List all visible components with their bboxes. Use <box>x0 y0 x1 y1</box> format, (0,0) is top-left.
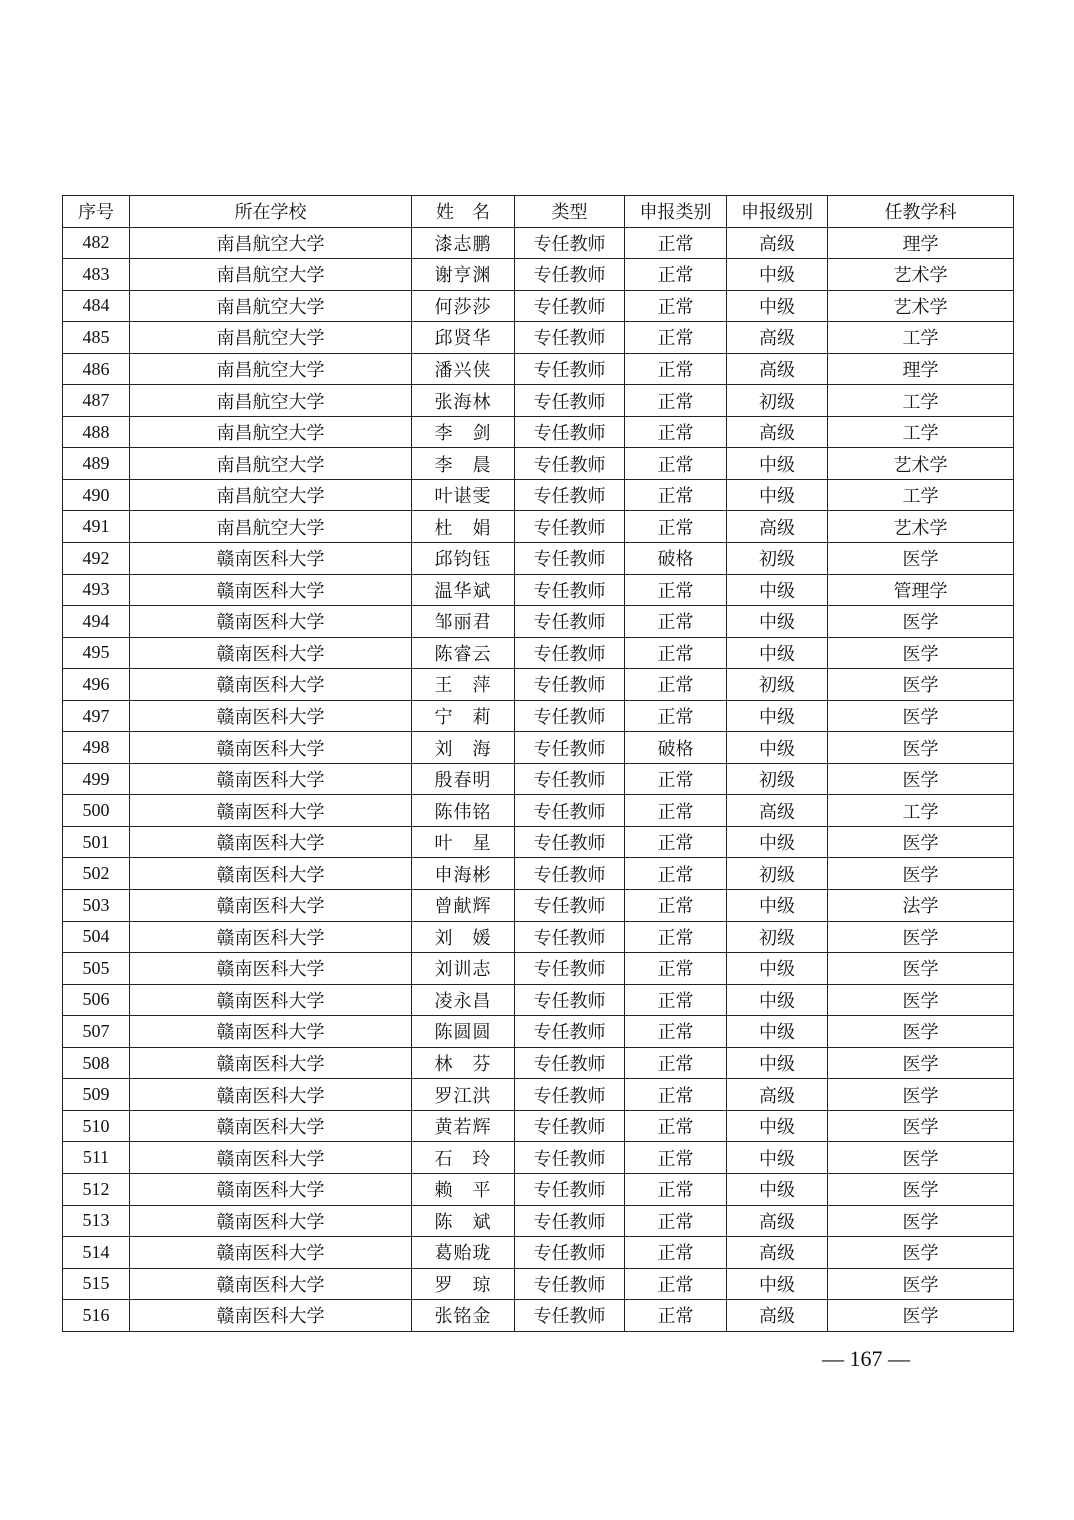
school-cell: 南昌航空大学 <box>130 227 412 259</box>
school-cell: 赣南医科大学 <box>130 1016 412 1048</box>
serial-cell: 510 <box>63 1110 130 1142</box>
type-cell: 专任教师 <box>515 1173 625 1205</box>
level-cell: 初级 <box>727 921 828 953</box>
name-cell: 叶谌雯 <box>412 479 515 511</box>
table-row <box>63 1016 1014 1048</box>
school-cell: 赣南医科大学 <box>130 1237 412 1269</box>
level-cell: 初级 <box>727 858 828 890</box>
subject-cell: 医学 <box>828 1110 1014 1142</box>
category-cell: 正常 <box>625 322 727 354</box>
name-cell: 杜 娟 <box>412 511 515 543</box>
serial-cell: 506 <box>63 984 130 1016</box>
type-cell: 专任教师 <box>515 1079 625 1111</box>
subject-cell: 医学 <box>828 1205 1014 1237</box>
table-row <box>63 763 1014 795</box>
name-cell: 张铭金 <box>412 1300 515 1332</box>
serial-cell: 492 <box>63 543 130 575</box>
category-cell: 正常 <box>625 1268 727 1300</box>
subject-cell: 医学 <box>828 1079 1014 1111</box>
type-cell: 专任教师 <box>515 795 625 827</box>
table-row <box>63 669 1014 701</box>
category-cell: 正常 <box>625 921 727 953</box>
type-cell: 专任教师 <box>515 890 625 922</box>
type-cell: 专任教师 <box>515 1300 625 1332</box>
name-cell: 陈睿云 <box>412 637 515 669</box>
name-cell: 林 芬 <box>412 1047 515 1079</box>
category-cell: 正常 <box>625 1173 727 1205</box>
serial-cell: 483 <box>63 259 130 291</box>
table-row <box>63 1110 1014 1142</box>
subject-cell: 医学 <box>828 669 1014 701</box>
level-cell: 中级 <box>727 1047 828 1079</box>
school-cell: 赣南医科大学 <box>130 763 412 795</box>
category-cell: 正常 <box>625 1205 727 1237</box>
category-cell: 正常 <box>625 1079 727 1111</box>
type-cell: 专任教师 <box>515 1268 625 1300</box>
table-row <box>63 574 1014 606</box>
type-cell: 专任教师 <box>515 669 625 701</box>
header-teaching-subject: 任教学科 <box>828 196 1014 228</box>
level-cell: 中级 <box>727 606 828 638</box>
name-cell: 罗 琼 <box>412 1268 515 1300</box>
serial-cell: 508 <box>63 1047 130 1079</box>
level-cell: 中级 <box>727 1110 828 1142</box>
level-cell: 高级 <box>727 795 828 827</box>
category-cell: 正常 <box>625 448 727 480</box>
serial-cell: 511 <box>63 1142 130 1174</box>
level-cell: 中级 <box>727 1142 828 1174</box>
subject-cell: 医学 <box>828 543 1014 575</box>
type-cell: 专任教师 <box>515 921 625 953</box>
table-row <box>63 448 1014 480</box>
table-row <box>63 890 1014 922</box>
category-cell: 正常 <box>625 795 727 827</box>
level-cell: 中级 <box>727 290 828 322</box>
type-cell: 专任教师 <box>515 543 625 575</box>
subject-cell: 医学 <box>828 984 1014 1016</box>
subject-cell: 医学 <box>828 1237 1014 1269</box>
subject-cell: 医学 <box>828 763 1014 795</box>
name-cell: 刘 海 <box>412 732 515 764</box>
school-cell: 赣南医科大学 <box>130 826 412 858</box>
serial-cell: 494 <box>63 606 130 638</box>
serial-cell: 512 <box>63 1173 130 1205</box>
category-cell: 正常 <box>625 1047 727 1079</box>
table-body <box>63 227 1014 1331</box>
table-row <box>63 858 1014 890</box>
serial-cell: 498 <box>63 732 130 764</box>
name-cell: 陈伟铭 <box>412 795 515 827</box>
level-cell: 中级 <box>727 826 828 858</box>
serial-cell: 516 <box>63 1300 130 1332</box>
serial-cell: 502 <box>63 858 130 890</box>
type-cell: 专任教师 <box>515 353 625 385</box>
subject-cell: 工学 <box>828 416 1014 448</box>
name-cell: 申海彬 <box>412 858 515 890</box>
level-cell: 高级 <box>727 416 828 448</box>
category-cell: 破格 <box>625 732 727 764</box>
serial-cell: 504 <box>63 921 130 953</box>
table-row <box>63 984 1014 1016</box>
header-school: 所在学校 <box>130 196 412 228</box>
subject-cell: 艺术学 <box>828 511 1014 543</box>
level-cell: 初级 <box>727 543 828 575</box>
name-cell: 张海林 <box>412 385 515 417</box>
subject-cell: 医学 <box>828 1173 1014 1205</box>
table-row <box>63 1268 1014 1300</box>
serial-cell: 482 <box>63 227 130 259</box>
type-cell: 专任教师 <box>515 1237 625 1269</box>
category-cell: 正常 <box>625 984 727 1016</box>
school-cell: 赣南医科大学 <box>130 574 412 606</box>
serial-cell: 505 <box>63 953 130 985</box>
name-cell: 邹丽君 <box>412 606 515 638</box>
type-cell: 专任教师 <box>515 322 625 354</box>
name-cell: 刘训志 <box>412 953 515 985</box>
school-cell: 赣南医科大学 <box>130 795 412 827</box>
category-cell: 正常 <box>625 259 727 291</box>
name-cell: 谢亨渊 <box>412 259 515 291</box>
subject-cell: 理学 <box>828 227 1014 259</box>
subject-cell: 医学 <box>828 1016 1014 1048</box>
level-cell: 高级 <box>727 511 828 543</box>
school-cell: 赣南医科大学 <box>130 1268 412 1300</box>
category-cell: 正常 <box>625 763 727 795</box>
type-cell: 专任教师 <box>515 290 625 322</box>
serial-cell: 485 <box>63 322 130 354</box>
school-cell: 赣南医科大学 <box>130 1079 412 1111</box>
category-cell: 破格 <box>625 543 727 575</box>
level-cell: 中级 <box>727 732 828 764</box>
table-row <box>63 290 1014 322</box>
school-cell: 南昌航空大学 <box>130 479 412 511</box>
level-cell: 中级 <box>727 479 828 511</box>
type-cell: 专任教师 <box>515 511 625 543</box>
category-cell: 正常 <box>625 1016 727 1048</box>
serial-cell: 503 <box>63 890 130 922</box>
school-cell: 赣南医科大学 <box>130 921 412 953</box>
table-row <box>63 322 1014 354</box>
level-cell: 高级 <box>727 1237 828 1269</box>
type-cell: 专任教师 <box>515 416 625 448</box>
type-cell: 专任教师 <box>515 858 625 890</box>
subject-cell: 医学 <box>828 637 1014 669</box>
name-cell: 曾献辉 <box>412 890 515 922</box>
serial-cell: 488 <box>63 416 130 448</box>
type-cell: 专任教师 <box>515 826 625 858</box>
school-cell: 赣南医科大学 <box>130 1173 412 1205</box>
name-cell: 罗江洪 <box>412 1079 515 1111</box>
category-cell: 正常 <box>625 700 727 732</box>
table-row <box>63 353 1014 385</box>
category-cell: 正常 <box>625 353 727 385</box>
header-type: 类型 <box>515 196 625 228</box>
category-cell: 正常 <box>625 511 727 543</box>
subject-cell: 管理学 <box>828 574 1014 606</box>
serial-cell: 507 <box>63 1016 130 1048</box>
serial-cell: 514 <box>63 1237 130 1269</box>
type-cell: 专任教师 <box>515 574 625 606</box>
table-row <box>63 826 1014 858</box>
table-row <box>63 1079 1014 1111</box>
name-cell: 陈圆圆 <box>412 1016 515 1048</box>
level-cell: 高级 <box>727 322 828 354</box>
level-cell: 中级 <box>727 259 828 291</box>
header-application-category: 申报类别 <box>625 196 727 228</box>
serial-cell: 495 <box>63 637 130 669</box>
category-cell: 正常 <box>625 606 727 638</box>
subject-cell: 医学 <box>828 826 1014 858</box>
table-row <box>63 259 1014 291</box>
level-cell: 高级 <box>727 1079 828 1111</box>
subject-cell: 工学 <box>828 322 1014 354</box>
level-cell: 初级 <box>727 385 828 417</box>
school-cell: 赣南医科大学 <box>130 543 412 575</box>
level-cell: 高级 <box>727 353 828 385</box>
school-cell: 赣南医科大学 <box>130 669 412 701</box>
subject-cell: 工学 <box>828 795 1014 827</box>
school-cell: 赣南医科大学 <box>130 984 412 1016</box>
type-cell: 专任教师 <box>515 732 625 764</box>
level-cell: 中级 <box>727 1268 828 1300</box>
name-cell: 葛贻珑 <box>412 1237 515 1269</box>
serial-cell: 499 <box>63 763 130 795</box>
subject-cell: 医学 <box>828 1268 1014 1300</box>
serial-cell: 493 <box>63 574 130 606</box>
school-cell: 南昌航空大学 <box>130 416 412 448</box>
subject-cell: 医学 <box>828 606 1014 638</box>
school-cell: 赣南医科大学 <box>130 732 412 764</box>
level-cell: 初级 <box>727 763 828 795</box>
school-cell: 南昌航空大学 <box>130 511 412 543</box>
school-cell: 南昌航空大学 <box>130 290 412 322</box>
name-cell: 漆志鹏 <box>412 227 515 259</box>
serial-cell: 497 <box>63 700 130 732</box>
name-cell: 李 剑 <box>412 416 515 448</box>
school-cell: 赣南医科大学 <box>130 700 412 732</box>
type-cell: 专任教师 <box>515 1016 625 1048</box>
category-cell: 正常 <box>625 858 727 890</box>
type-cell: 专任教师 <box>515 448 625 480</box>
type-cell: 专任教师 <box>515 984 625 1016</box>
level-cell: 高级 <box>727 1300 828 1332</box>
table-row <box>63 1300 1014 1332</box>
school-cell: 赣南医科大学 <box>130 1300 412 1332</box>
school-cell: 赣南医科大学 <box>130 1110 412 1142</box>
subject-cell: 医学 <box>828 1300 1014 1332</box>
table-row <box>63 637 1014 669</box>
type-cell: 专任教师 <box>515 479 625 511</box>
type-cell: 专任教师 <box>515 385 625 417</box>
subject-cell: 艺术学 <box>828 259 1014 291</box>
subject-cell: 医学 <box>828 921 1014 953</box>
page-number: — 167 — <box>822 1346 910 1371</box>
category-cell: 正常 <box>625 669 727 701</box>
school-cell: 赣南医科大学 <box>130 1142 412 1174</box>
type-cell: 专任教师 <box>515 1142 625 1174</box>
table-row <box>63 543 1014 575</box>
subject-cell: 工学 <box>828 385 1014 417</box>
subject-cell: 法学 <box>828 890 1014 922</box>
school-cell: 赣南医科大学 <box>130 1205 412 1237</box>
subject-cell: 医学 <box>828 1142 1014 1174</box>
name-cell: 石 玲 <box>412 1142 515 1174</box>
category-cell: 正常 <box>625 637 727 669</box>
table-row <box>63 227 1014 259</box>
type-cell: 专任教师 <box>515 700 625 732</box>
subject-cell: 理学 <box>828 353 1014 385</box>
level-cell: 中级 <box>727 637 828 669</box>
name-cell: 何莎莎 <box>412 290 515 322</box>
level-cell: 中级 <box>727 890 828 922</box>
category-cell: 正常 <box>625 416 727 448</box>
name-cell: 刘 媛 <box>412 921 515 953</box>
school-cell: 赣南医科大学 <box>130 858 412 890</box>
subject-cell: 医学 <box>828 1047 1014 1079</box>
category-cell: 正常 <box>625 890 727 922</box>
category-cell: 正常 <box>625 385 727 417</box>
header-serial: 序号 <box>63 196 130 228</box>
name-cell: 温华斌 <box>412 574 515 606</box>
type-cell: 专任教师 <box>515 1205 625 1237</box>
serial-cell: 501 <box>63 826 130 858</box>
category-cell: 正常 <box>625 826 727 858</box>
subject-cell: 艺术学 <box>828 290 1014 322</box>
header-application-level: 申报级别 <box>727 196 828 228</box>
category-cell: 正常 <box>625 953 727 985</box>
type-cell: 专任教师 <box>515 606 625 638</box>
school-cell: 赣南医科大学 <box>130 1047 412 1079</box>
table-row <box>63 1142 1014 1174</box>
name-cell: 黄若辉 <box>412 1110 515 1142</box>
table-row <box>63 700 1014 732</box>
serial-cell: 489 <box>63 448 130 480</box>
category-cell: 正常 <box>625 227 727 259</box>
name-cell: 宁 莉 <box>412 700 515 732</box>
serial-cell: 509 <box>63 1079 130 1111</box>
serial-cell: 500 <box>63 795 130 827</box>
category-cell: 正常 <box>625 574 727 606</box>
name-cell: 邱钧钰 <box>412 543 515 575</box>
level-cell: 中级 <box>727 953 828 985</box>
name-cell: 潘兴侠 <box>412 353 515 385</box>
table-row <box>63 511 1014 543</box>
level-cell: 高级 <box>727 227 828 259</box>
school-cell: 赣南医科大学 <box>130 890 412 922</box>
school-cell: 赣南医科大学 <box>130 637 412 669</box>
name-cell: 凌永昌 <box>412 984 515 1016</box>
school-cell: 赣南医科大学 <box>130 606 412 638</box>
serial-cell: 491 <box>63 511 130 543</box>
type-cell: 专任教师 <box>515 1047 625 1079</box>
level-cell: 初级 <box>727 669 828 701</box>
category-cell: 正常 <box>625 479 727 511</box>
type-cell: 专任教师 <box>515 953 625 985</box>
table-row <box>63 732 1014 764</box>
table-row <box>63 1173 1014 1205</box>
level-cell: 中级 <box>727 574 828 606</box>
school-cell: 南昌航空大学 <box>130 385 412 417</box>
table-row <box>63 1047 1014 1079</box>
level-cell: 高级 <box>727 1205 828 1237</box>
type-cell: 专任教师 <box>515 637 625 669</box>
type-cell: 专任教师 <box>515 259 625 291</box>
name-cell: 赖 平 <box>412 1173 515 1205</box>
level-cell: 中级 <box>727 984 828 1016</box>
table-row <box>63 479 1014 511</box>
school-cell: 南昌航空大学 <box>130 448 412 480</box>
school-cell: 南昌航空大学 <box>130 322 412 354</box>
type-cell: 专任教师 <box>515 1110 625 1142</box>
subject-cell: 工学 <box>828 479 1014 511</box>
table-row <box>63 385 1014 417</box>
table-row <box>63 953 1014 985</box>
name-cell: 陈 斌 <box>412 1205 515 1237</box>
level-cell: 中级 <box>727 700 828 732</box>
table-row <box>63 416 1014 448</box>
name-cell: 叶 星 <box>412 826 515 858</box>
table-row <box>63 795 1014 827</box>
subject-cell: 艺术学 <box>828 448 1014 480</box>
level-cell: 中级 <box>727 1173 828 1205</box>
table-row <box>63 1205 1014 1237</box>
subject-cell: 医学 <box>828 700 1014 732</box>
table-header-row <box>63 196 1014 228</box>
name-cell: 邱贤华 <box>412 322 515 354</box>
subject-cell: 医学 <box>828 953 1014 985</box>
serial-cell: 490 <box>63 479 130 511</box>
type-cell: 专任教师 <box>515 763 625 795</box>
subject-cell: 医学 <box>828 732 1014 764</box>
name-cell: 李 晨 <box>412 448 515 480</box>
table-row <box>63 606 1014 638</box>
serial-cell: 484 <box>63 290 130 322</box>
school-cell: 南昌航空大学 <box>130 353 412 385</box>
header-name: 姓 名 <box>412 196 515 228</box>
serial-cell: 513 <box>63 1205 130 1237</box>
serial-cell: 496 <box>63 669 130 701</box>
type-cell: 专任教师 <box>515 227 625 259</box>
category-cell: 正常 <box>625 1142 727 1174</box>
category-cell: 正常 <box>625 290 727 322</box>
roster-table <box>62 195 1014 1332</box>
subject-cell: 医学 <box>828 858 1014 890</box>
level-cell: 中级 <box>727 1016 828 1048</box>
name-cell: 王 萍 <box>412 669 515 701</box>
level-cell: 中级 <box>727 448 828 480</box>
category-cell: 正常 <box>625 1300 727 1332</box>
serial-cell: 515 <box>63 1268 130 1300</box>
category-cell: 正常 <box>625 1110 727 1142</box>
table-row <box>63 921 1014 953</box>
table-row <box>63 1237 1014 1269</box>
name-cell: 殷春明 <box>412 763 515 795</box>
school-cell: 赣南医科大学 <box>130 953 412 985</box>
category-cell: 正常 <box>625 1237 727 1269</box>
school-cell: 南昌航空大学 <box>130 259 412 291</box>
serial-cell: 486 <box>63 353 130 385</box>
serial-cell: 487 <box>63 385 130 417</box>
